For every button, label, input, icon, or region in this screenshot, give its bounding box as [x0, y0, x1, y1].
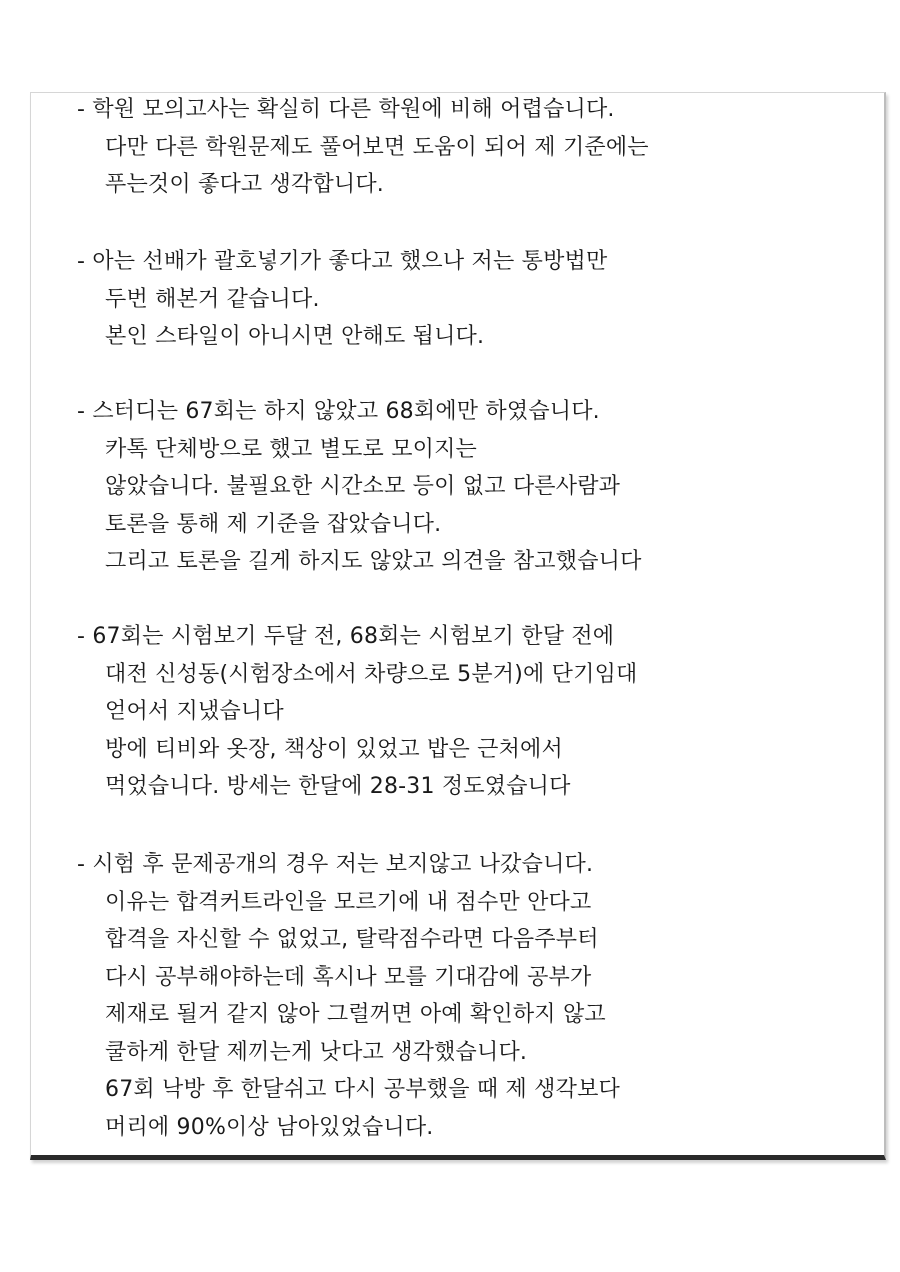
text-line: 제재로 될거 같지 않아 그럴꺼면 아예 확인하지 않고 — [105, 1002, 606, 1027]
text-line: 푸는것이 좋다고 생각합니다. — [105, 172, 385, 197]
text-line: 얻어서 지냈습니다 — [105, 699, 284, 724]
text-line: 다시 공부해야하는데 혹시나 모를 기대감에 공부가 — [105, 964, 592, 990]
document-page — [30, 92, 886, 1160]
text-line: - 학원 모의고사는 확실히 다른 학원에 비해 어렵습니다. — [77, 97, 615, 122]
text-line: 다만 다른 학원문제도 풀어보면 도움이 되어 제 기준에는 — [105, 134, 649, 160]
text-line: - 67회는 시험보기 두달 전, 68회는 시험보기 한달 전에 — [77, 624, 615, 649]
text-line: 이유는 합격커트라인을 모르기에 내 점수만 안다고 — [105, 889, 592, 915]
bullet-short-term-rental — [77, 618, 637, 806]
text-line: 않았습니다. 불필요한 시간소모 등이 없고 다른사람과 — [105, 474, 621, 499]
text-line: - 스터디는 67회는 하지 않았고 68회에만 하였습니다. — [77, 399, 600, 424]
text-line: 대전 신성동(시험장소에서 차량으로 5분거)에 단기임대 — [105, 661, 638, 687]
text-line: 머리에 90%이상 남아있었습니다. — [105, 1114, 434, 1140]
text-line: 먹었습니다. 방세는 한달에 28-31 정도였습니다 — [105, 774, 571, 799]
text-line: 합격을 자신할 수 없었고, 탈락점수라면 다음주부터 — [105, 927, 599, 952]
bullet-academy-mock-exam — [77, 93, 649, 204]
text-line: 67회 낙방 후 한달쉬고 다시 공부했을 때 제 생각보다 — [105, 1077, 620, 1102]
bullet-after-exam — [77, 846, 620, 1146]
text-line: 쿨하게 한달 제끼는게 낫다고 생각했습니다. — [105, 1039, 528, 1065]
text-line: 본인 스타일이 아니시면 안해도 됩니다. — [105, 324, 485, 349]
text-line: 토론을 통해 제 기준을 잡았습니다. — [105, 511, 442, 537]
text-line: - 시험 후 문제공개의 경우 저는 보지않고 나갔습니다. — [77, 852, 594, 877]
text-line: 방에 티비와 옷장, 책상이 있었고 밥은 근처에서 — [105, 736, 563, 762]
text-line: 두번 해본거 같습니다. — [105, 286, 320, 312]
bullet-study-group — [77, 393, 642, 581]
text-line: - 아는 선배가 괄호넣기가 좋다고 했으나 저는 통방법만 — [77, 249, 608, 274]
text-line: 카톡 단체방으로 했고 별도로 모이지는 — [105, 436, 478, 462]
bullet-study-method — [77, 243, 607, 356]
text-line: 그리고 토론을 길게 하지도 않았고 의견을 참고했습니다 — [105, 549, 642, 574]
